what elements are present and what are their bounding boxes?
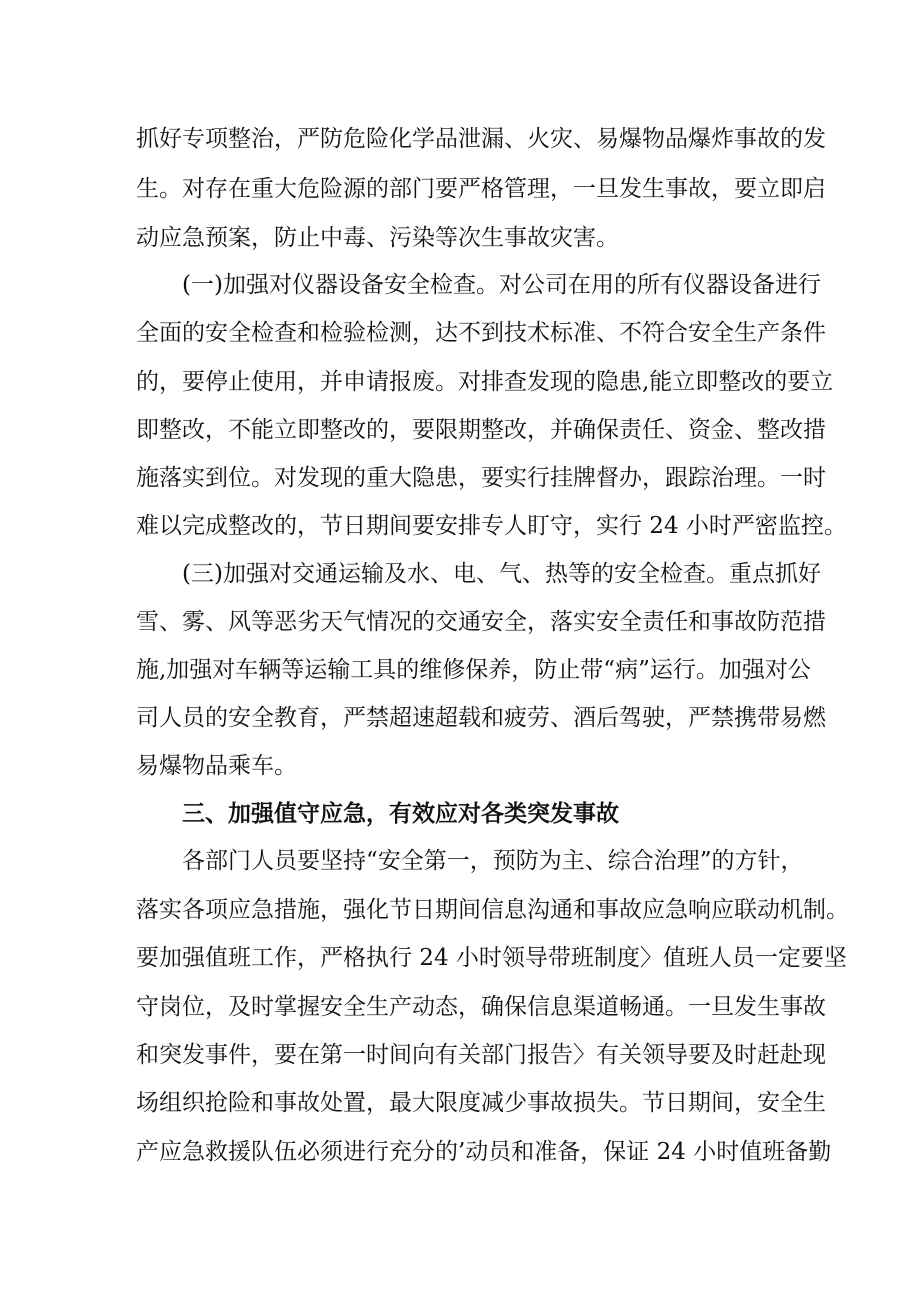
paragraph-line: 难以完成整改的，节日期间要安排专人盯守，实行 24 小时严密监控。	[136, 513, 847, 539]
paragraph-line: (三)加强对交通运输及水、电、气、热等的安全检查。重点抓好	[182, 561, 821, 587]
paragraph-line: 易爆物品乘车。	[136, 753, 297, 779]
paragraph-line: 的，要停止使用，并申请报废。对排查发现的隐患,能立即整改的要立	[136, 369, 834, 395]
paragraph-line: 守岗位，及时掌握安全生产动态，确保信息渠道畅通。一旦发生事故	[136, 994, 826, 1020]
paragraph-line: 抓好专项整治，严防危险化学品泄漏、火灾、易爆物品爆炸事故的发	[136, 126, 826, 152]
paragraph-line: 生。对存在重大危险源的部门要严格管理，一旦发生事故，要立即启	[136, 176, 826, 202]
paragraph-line: (一)加强对仪器设备安全检查。对公司在用的所有仪器设备进行	[182, 272, 821, 298]
paragraph-line: 落实各项应急措施，强化节日期间信息沟通和事故应急响应联动机制。	[136, 897, 849, 923]
paragraph-line: 即整改，不能立即整改的，要限期整改，并确保责任、资金、整改措	[136, 417, 826, 443]
paragraph-line: 场组织抢险和事故处置，最大限度减少事故损失。节日期间，安全生	[136, 1090, 826, 1116]
paragraph-line: 雪、雾、风等恶劣天气情况的交通安全，落实安全责任和事故防范措	[136, 609, 826, 635]
paragraph-line: 全面的安全检查和检验检测，达不到技术标准、不符合安全生产条件	[136, 320, 826, 346]
paragraph-line: 动应急预案，防止中毒、污染等次生事故灾害。	[136, 225, 619, 251]
paragraph-line: 要加强值班工作，严格执行 24 小时领导带班制度〉值班人员一定要坚	[136, 945, 847, 971]
paragraph-line: 司人员的安全教育，严禁超速超载和疲劳、酒后驾驶，严禁携带易燃	[136, 705, 826, 731]
section-heading: 三、加强值守应急，有效应对各类突发事故	[182, 801, 619, 827]
paragraph-line: 各部门人员要坚持“安全第一，预防为主、综合治理”的方针，	[182, 848, 804, 874]
paragraph-line: 施落实到位。对发现的重大隐患，要实行挂牌督办，跟踪治理。一时	[136, 465, 826, 491]
paragraph-line: 施,加强对车辆等运输工具的维修保养，防止带“病”运行。加强对公	[136, 657, 811, 683]
paragraph-line: 产应急救援队伍必须进行充分的’动员和准备，保证 24 小时值班备勤	[136, 1139, 832, 1165]
paragraph-line: 和突发事件，要在第一时间向有关部门报告〉有关领导要及时赶赴现	[136, 1042, 826, 1068]
